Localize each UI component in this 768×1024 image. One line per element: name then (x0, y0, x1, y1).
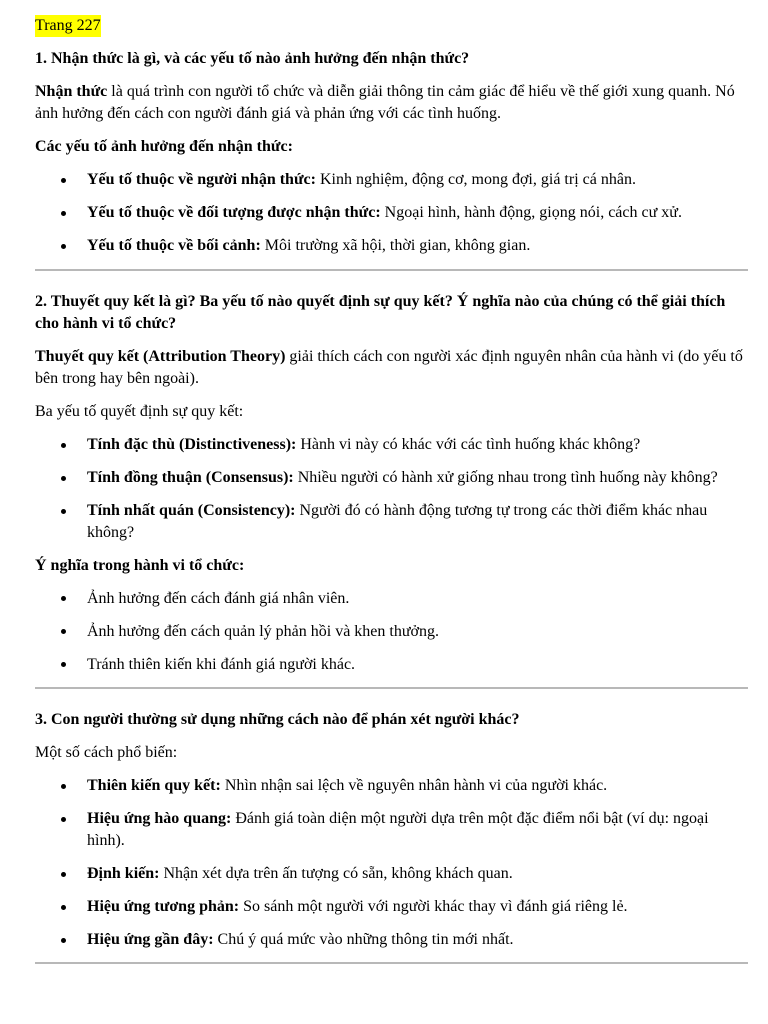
list-item: Tránh thiên kiến khi đánh giá người khác. (87, 654, 748, 676)
item-text: Nhận xét dựa trên ấn tượng có sẵn, không khách quan. (159, 865, 513, 882)
section-perception (35, 48, 748, 257)
subheading: Các yếu tố ảnh hưởng đến nhận thức: (35, 138, 293, 155)
item-term: Thiên kiến quy kết: (87, 777, 221, 794)
list-item (87, 929, 748, 951)
intro-paragraph (35, 346, 748, 390)
item-text: Nhìn nhận sai lệch về nguyên nhân hành vi của người khác. (220, 777, 608, 794)
item-term: Tính đặc thù (Distinctiveness): (87, 436, 297, 453)
list-item (87, 434, 748, 456)
factors-intro: Ba yếu tố quyết định sự quy kết: (35, 403, 244, 420)
section-attribution (35, 291, 748, 676)
item-term: Yếu tố thuộc về đối tượng được nhận thức: (87, 204, 381, 221)
meaning-list (35, 588, 748, 676)
intro-paragraph: Một số cách phổ biến: (35, 744, 178, 761)
section-divider (35, 962, 748, 964)
intro-term: Thuyết quy kết (Attribution Theory) (35, 348, 286, 365)
intro-paragraph (35, 81, 748, 125)
page-label: Trang 227 (35, 15, 101, 37)
item-term: Hiệu ứng gần đây: (87, 931, 214, 948)
item-term: Yếu tố thuộc về bối cảnh: (87, 237, 261, 254)
factor-list (35, 169, 748, 257)
item-term: Hiệu ứng tương phản: (87, 898, 240, 915)
item-text: Môi trường xã hội, thời gian, không gian. (260, 237, 531, 254)
list-item (87, 235, 748, 257)
item-text: Kinh nghiệm, động cơ, mong đợi, giá trị cá nhân. (315, 171, 636, 188)
item-term: Tính đồng thuận (Consensus): (87, 469, 294, 486)
section-divider (35, 269, 748, 271)
section-heading: 2. Thuyết quy kết là gì? Ba yếu tố nào quyết định sự quy kết? Ý nghĩa nào của chúng có thể giải thích cho hành vi tổ chức? (35, 293, 726, 332)
item-text: Hành vi này có khác với các tình huống khác không? (296, 436, 641, 453)
section-judgment (35, 709, 748, 951)
section-heading: 1. Nhận thức là gì, và các yếu tố nào ảnh hưởng đến nhận thức? (35, 50, 470, 67)
item-text: Chú ý quá mức vào những thông tin mới nhất. (213, 931, 514, 948)
section-heading: 3. Con người thường sử dụng những cách nào để phán xét người khác? (35, 711, 520, 728)
list-item (87, 775, 748, 797)
item-term: Tính nhất quán (Consistency): (87, 502, 296, 519)
item-text: Đánh giá toàn diện một người dựa trên một đặc điểm nổi bật (ví dụ: ngoại hình). (87, 810, 709, 849)
intro-term: Nhận thức (35, 83, 108, 100)
method-list (35, 775, 748, 951)
list-item (87, 863, 748, 885)
item-term: Yếu tố thuộc về người nhận thức: (87, 171, 316, 188)
intro-text: là quá trình con người tổ chức và diễn giải thông tin cảm giác để hiểu về thế giới xung quanh. Nó ảnh hưởng đến cách con người đánh giá và phản ứng với các tình huống. (35, 83, 735, 122)
subheading: Ý nghĩa trong hành vi tổ chức: (35, 557, 245, 574)
intro-text: giải thích cách con người xác định nguyên nhân của hành vi (do yếu tố bên trong hay bên ngoài). (35, 348, 743, 387)
item-term: Định kiến: (87, 865, 160, 882)
item-text: Người đó có hành động tương tự trong các thời điểm khác nhau không? (87, 502, 708, 541)
list-item: Ảnh hưởng đến cách quản lý phản hồi và khen thưởng. (87, 621, 748, 643)
list-item (87, 202, 748, 224)
factor-list (35, 434, 748, 544)
list-item (87, 500, 748, 544)
list-item: Ảnh hưởng đến cách đánh giá nhân viên. (87, 588, 748, 610)
item-term: Hiệu ứng hào quang: (87, 810, 232, 827)
item-text: So sánh một người với người khác thay vì đánh giá riêng lẻ. (239, 898, 628, 915)
item-text: Nhiều người có hành xử giống nhau trong tình huống này không? (293, 469, 718, 486)
list-item (87, 467, 748, 489)
list-item (87, 896, 748, 918)
list-item (87, 169, 748, 191)
list-item (87, 808, 748, 852)
section-divider (35, 687, 748, 689)
item-text: Ngoại hình, hành động, giọng nói, cách cư xử. (380, 204, 682, 221)
